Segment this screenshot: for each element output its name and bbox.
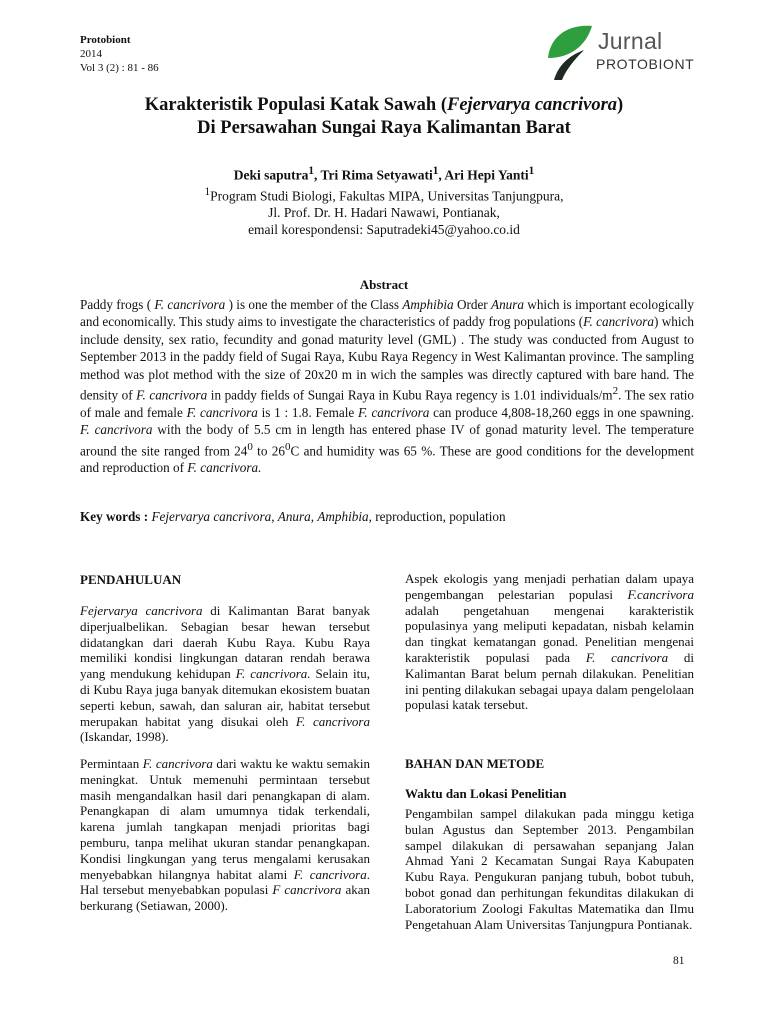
affiliation-line-2: Jl. Prof. Dr. H. Hadari Nawawi, Pontianak, bbox=[268, 205, 500, 220]
intro-paragraph-3: Aspek ekologis yang menjadi perhatian dalam upaya pengembangan pelestarian populasi F.cancrivora adalah pengetahuan mengenai karakteristik populasinya yang meliputi kepadatan, nisbah kelamin dan tingkat kematangan gonad. Penelitian mengenai karakteristik populasi pada F. cancrivora di Kalimantan Barat belum pernah dilakukan. Penelitian ini penting dilakukan sebagai upaya dalam pengelolaan populasi katak tersebut. bbox=[405, 571, 694, 713]
journal-year: 2014 bbox=[80, 48, 102, 60]
section-heading-bahan-dan-metode: BAHAN DAN METODE bbox=[405, 756, 545, 771]
journal-name: Protobiont bbox=[80, 34, 131, 46]
journal-logo bbox=[540, 14, 720, 84]
section-heading-pendahuluan: PENDAHULUAN bbox=[80, 572, 182, 587]
logo-word-protobiont: PROTOBIONT bbox=[596, 56, 695, 72]
affiliation-line-1: $^1$Program Studi Biologi, Fakultas MIPA, Universitas Tanjungpura, bbox=[204, 185, 564, 203]
logo-word-jurnal: Jurnal bbox=[598, 28, 663, 54]
intro-paragraph-1: Fejervarya cancrivora di Kalimantan Barat banyak diperjualbelikan. Sebagian besar hewan tersebut didatangkan dari daerah Kubu Raya. Kubu Raya memiliki kondisi lingkungan dataran rendah berawa yang mendukung kehidupan F. cancrivora. Selain itu, di Kubu Raya juga banyak ditemukan ekosistem buatan seperti kebun, sawah, dan saluran air, habitat tersebut merupakan habitat yang disukai oleh F. cancrivora (Iskandar, 1998). bbox=[80, 603, 370, 745]
abstract-heading: Abstract bbox=[359, 277, 409, 292]
intro-paragraph-2: Permintaan F. cancrivora dari waktu ke waktu semakin meningkat. Untuk memenuhi permintaan tersebut masih mengandalkan hasil dari penangkapan di alam. Penangkapan di alam umumnya tidak terkendali, karena jumlah tangkapan menjadi prioritas bagi pemburu, tanpa melihat ukuran standar penangkapan. Kondisi lingkungan yang terus mengalami kerusakan menyebabkan hilangnya habitat alami F. cancrivora. Hal tersebut menyebabkan populasi F cancrivora akan berkurang (Setiawan, 2000). bbox=[80, 756, 370, 914]
author-names: Deki saputra$^1$, Tri Rima Setyawati$^1$, Ari Hepi Yanti$^1$ bbox=[233, 165, 535, 183]
title-line-2: Di Persawahan Sungai Raya Kalimantan Barat bbox=[197, 118, 571, 138]
keywords-label: Key words : bbox=[80, 509, 152, 524]
journal-header bbox=[80, 33, 159, 75]
abstract-body: Paddy frogs ( F. cancrivora ) is one the member of the Class Amphibia Order Anura which is important ecologically and economically. This study aims to investigate the characteristics of paddy frog populations (F. cancrivora) which include density, sex ratio, fecundity and gonad maturity level (GML) . The study was conducted from August to September 2013 in the paddy field of Sugai Raya, Kubu Raya Regency in West Kalimantan province. The sampling method was plot method with the size of 20x20 m in wich the samples was directly captured with bare hand. The density of F. cancrivora in paddy fields of Sungai Raya in Kubu Raya regency is 1.01 individuals/$m^2$. The sex ratio of male and female F. cancrivora is 1 : 1.8. Female F. cancrivora can produce 4,808-18,260 eggs in one spawning. F. cancrivora with the body of 5.5 cm in length has entered phase IV of gonad maturity level. The temperature around the site ranged from $24^0$ to $26^0C$ and humidity was 65 %. These are good conditions for the development and reproduction of F. cancrivora. bbox=[80, 297, 695, 476]
affiliation-email: email korespondensi: Saputradeki45@yahoo.co.id bbox=[248, 222, 520, 237]
keywords-line: Key words : Fejervarya cancrivora, Anura, Amphibia, reproduction, population bbox=[80, 509, 506, 524]
author-block bbox=[80, 163, 688, 238]
methods-paragraph-1: Pengambilan sampel dilakukan pada minggu ketiga bulan Agustus dan September 2013. Pengambilan sampel dilakukan di persawahan sepanjang Jalan Ahmad Yani 2 Kecamatan Sungai Raya Kabupaten Kubu Raya. Pengukuran panjang tubuh, bobot tubuh, bobot gonad dan perhitungan fekunditas dilakukan di Laboratorium Zoologi Fakultas Matematika dan Ilmu Pengetahuan Alam Universitas Tanjungpura Pontianak. bbox=[405, 806, 694, 932]
journal-volume: Vol 3 (2) : 81 - 86 bbox=[80, 62, 159, 74]
paper-title bbox=[80, 94, 688, 140]
title-line-1: Karakteristik Populasi Katak Sawah (Fejervarya cancrivora) bbox=[144, 95, 624, 115]
leaf-logo-icon bbox=[540, 18, 604, 82]
subsection-heading-waktu-lokasi: Waktu dan Lokasi Penelitian bbox=[405, 786, 567, 801]
page-number: 81 bbox=[673, 955, 685, 967]
